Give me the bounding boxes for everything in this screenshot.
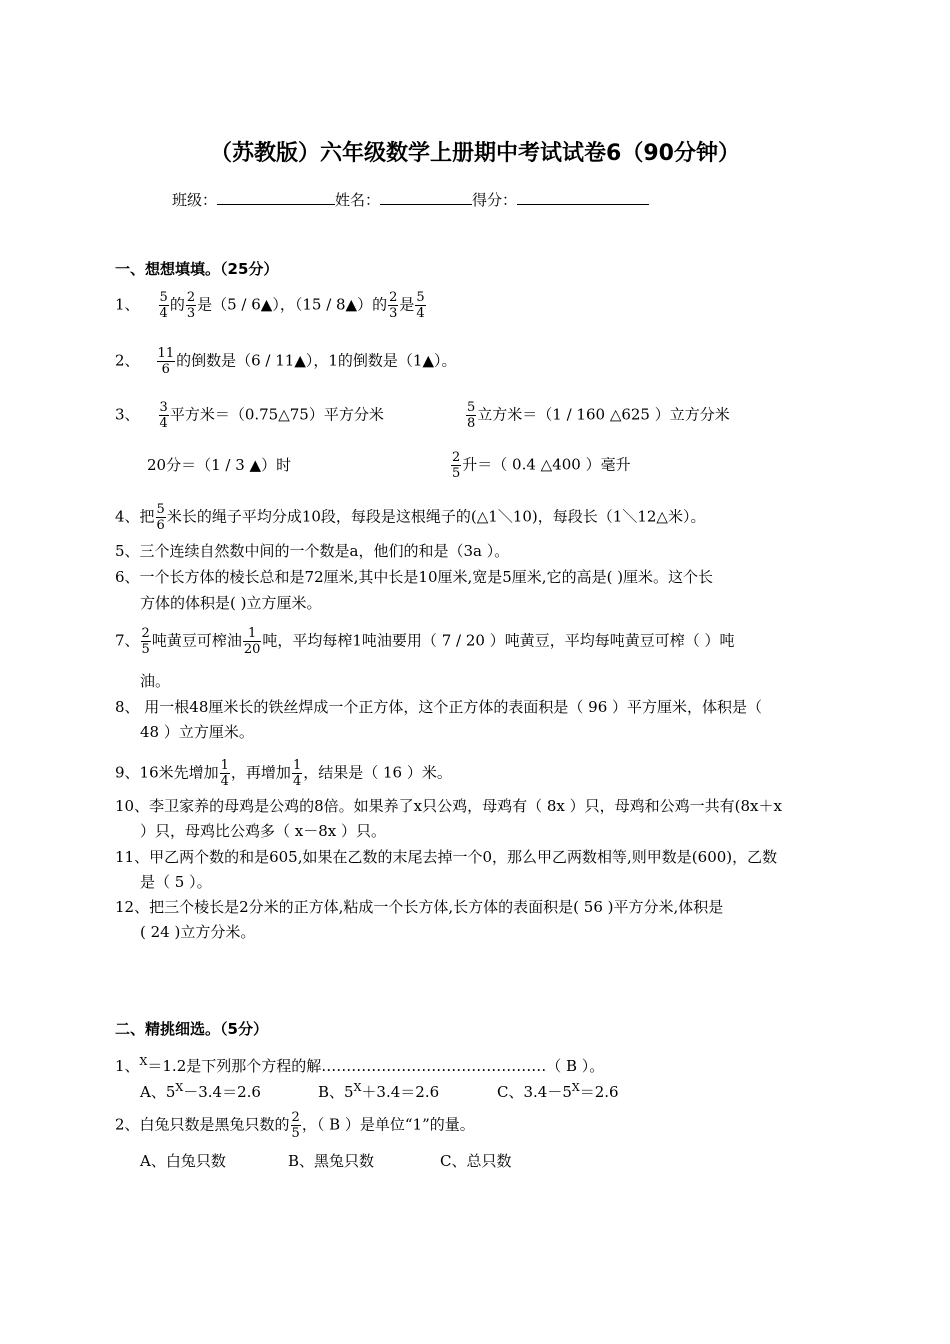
question-1-11a: 11、甲乙两个数的和是605,如果在乙数的末尾去掉一个0，那么甲乙两数相等,则甲数是(600)，乙数 — [115, 848, 778, 866]
question-2-1: 1、$^X$＝1.2是下列那个方程的解………………………………………（ B ）。 — [115, 1055, 605, 1075]
question-1-5: 5、三个连续自然数中间的一个数是a，他们的和是（3a ）。 — [115, 542, 510, 560]
student-info-line — [172, 190, 649, 209]
question-1-7b: 油。 — [140, 672, 171, 690]
question-1-3d: $\frac{2}{5}$ 升＝（ 0.4 △400 ）毫升 — [452, 450, 631, 481]
question-1-3c: 20分＝（1 / 3 ▲）时 — [147, 456, 292, 474]
fraction: $\frac{2}{3}$ — [389, 290, 398, 321]
fraction: $\frac{3}{4}$ — [159, 400, 168, 431]
class-label: 班级： — [172, 191, 218, 209]
question-1-8b: 48 ）立方厘米。 — [140, 723, 254, 741]
fraction: $\frac{5}{4}$ — [416, 290, 425, 321]
question-1-9: 9、16米先增加 $\frac{1}{4}$ ，再增加 $\frac{1}{4}$ ，结果是（ 16 ）米。 — [115, 758, 452, 789]
question-1-3a: 3、 $\frac{3}{4}$ 平方米＝（0.75△75）平方分米 — [115, 400, 384, 431]
fraction: $\frac{2}{5}$ — [141, 626, 150, 657]
question-1-10b: ）只，母鸡比公鸡多（ x－8x ）只。 — [140, 822, 387, 840]
question-1-8a: 8、 用一根48厘米长的铁丝焊成一个正方体，这个正方体的表面积是（ 96 ）平方厘米，体积是（ — [115, 698, 763, 716]
question-1-7: 7、 $\frac{2}{5}$ 吨黄豆可榨油 $\frac{1}{20}$ 吨，平均每榨1吨油要用（ 7 / 20 ）吨黄豆，平均每吨黄豆可榨（ ）吨 — [115, 626, 735, 657]
question-1-10a: 10、李卫家养的母鸡是公鸡的8倍。如果养了x只公鸡，母鸡有（ 8x ）只，母鸡和公鸡一共有(8x＋x — [115, 797, 782, 815]
question-1-1: 1、 $\frac{5}{4}$ 的 $\frac{2}{3}$ 是（5 / 6▲），（15 / 8▲）的 $\frac{2}{3}$ 是 $\frac{5}{4}$ — [115, 290, 425, 321]
fraction: $\frac{2}{5}$ — [452, 450, 461, 481]
fraction: $\frac{1}{4}$ — [220, 758, 229, 789]
fraction: $\frac{1}{20}$ — [243, 626, 261, 657]
question-1-12a: 12、把三个棱长是2分米的正方体,粘成一个长方体,长方体的表面积是( 56 )平方分米,体积是 — [115, 898, 724, 916]
class-blank — [217, 190, 335, 205]
choice-2-2-b: B、黑兔只数 — [288, 1152, 375, 1170]
score-blank — [517, 190, 649, 205]
question-1-11b: 是（ 5 ）。 — [140, 873, 212, 891]
fraction: $\frac{11}{6}$ — [157, 346, 175, 377]
fraction: $\frac{1}{4}$ — [292, 758, 302, 789]
choice-2-1-b: B、$5^X+3.4=2.6$ — [318, 1081, 440, 1101]
name-label: 姓名： — [335, 191, 381, 209]
question-1-2: 2、 $\frac{11}{6}$ 的倒数是（6 / 11▲），1的倒数是（1▲）。 — [115, 346, 457, 377]
choice-2-1-a: A、$5^X-3.4=2.6$ — [140, 1081, 261, 1101]
question-1-6a: 6、一个长方体的棱长总和是72厘米,其中长是10厘米,宽是5厘米,它的高是( )厘米。这个长 — [115, 568, 714, 586]
score-label: 得分： — [472, 191, 518, 209]
question-1-6b: 方体的体积是( )立方厘米。 — [140, 594, 322, 612]
question-1-4: 4、把 $\frac{5}{6}$ 米长的绳子平均分成10段，每段是这根绳子的(△1＼10)，每段长（1＼12△米）。 — [115, 502, 706, 533]
page-title: （苏教版）六年级数学上册期中考试试卷6（90分钟） — [210, 141, 740, 166]
fraction: $\frac{5}{4}$ — [159, 290, 168, 321]
question-2-2: 2、白兔只数是黑兔只数的 $\frac{2}{5}$ ，（ B ）是单位“1”的量。 — [115, 1110, 475, 1141]
choice-2-2-c: C、总只数 — [440, 1152, 512, 1170]
section1-heading: 一、想想填填。（25分） — [115, 260, 279, 278]
name-blank — [380, 190, 472, 205]
choice-2-2-a: A、白兔只数 — [140, 1152, 226, 1170]
fraction: $\frac{2}{3}$ — [186, 290, 196, 321]
fraction: $\frac{5}{6}$ — [156, 502, 165, 533]
question-1-3b: $\frac{5}{8}$ 立方米＝（1 / 160 △625 ）立方分米 — [467, 400, 730, 431]
question-1-12b: ( 24 )立方分米。 — [140, 923, 256, 941]
fraction: $\frac{5}{8}$ — [467, 400, 476, 431]
section2-heading: 二、精挑细选。（5分） — [115, 1020, 268, 1038]
choice-2-1-c: C、$3.4-5^X=2.6$ — [497, 1081, 619, 1101]
fraction: $\frac{2}{5}$ — [291, 1110, 300, 1141]
